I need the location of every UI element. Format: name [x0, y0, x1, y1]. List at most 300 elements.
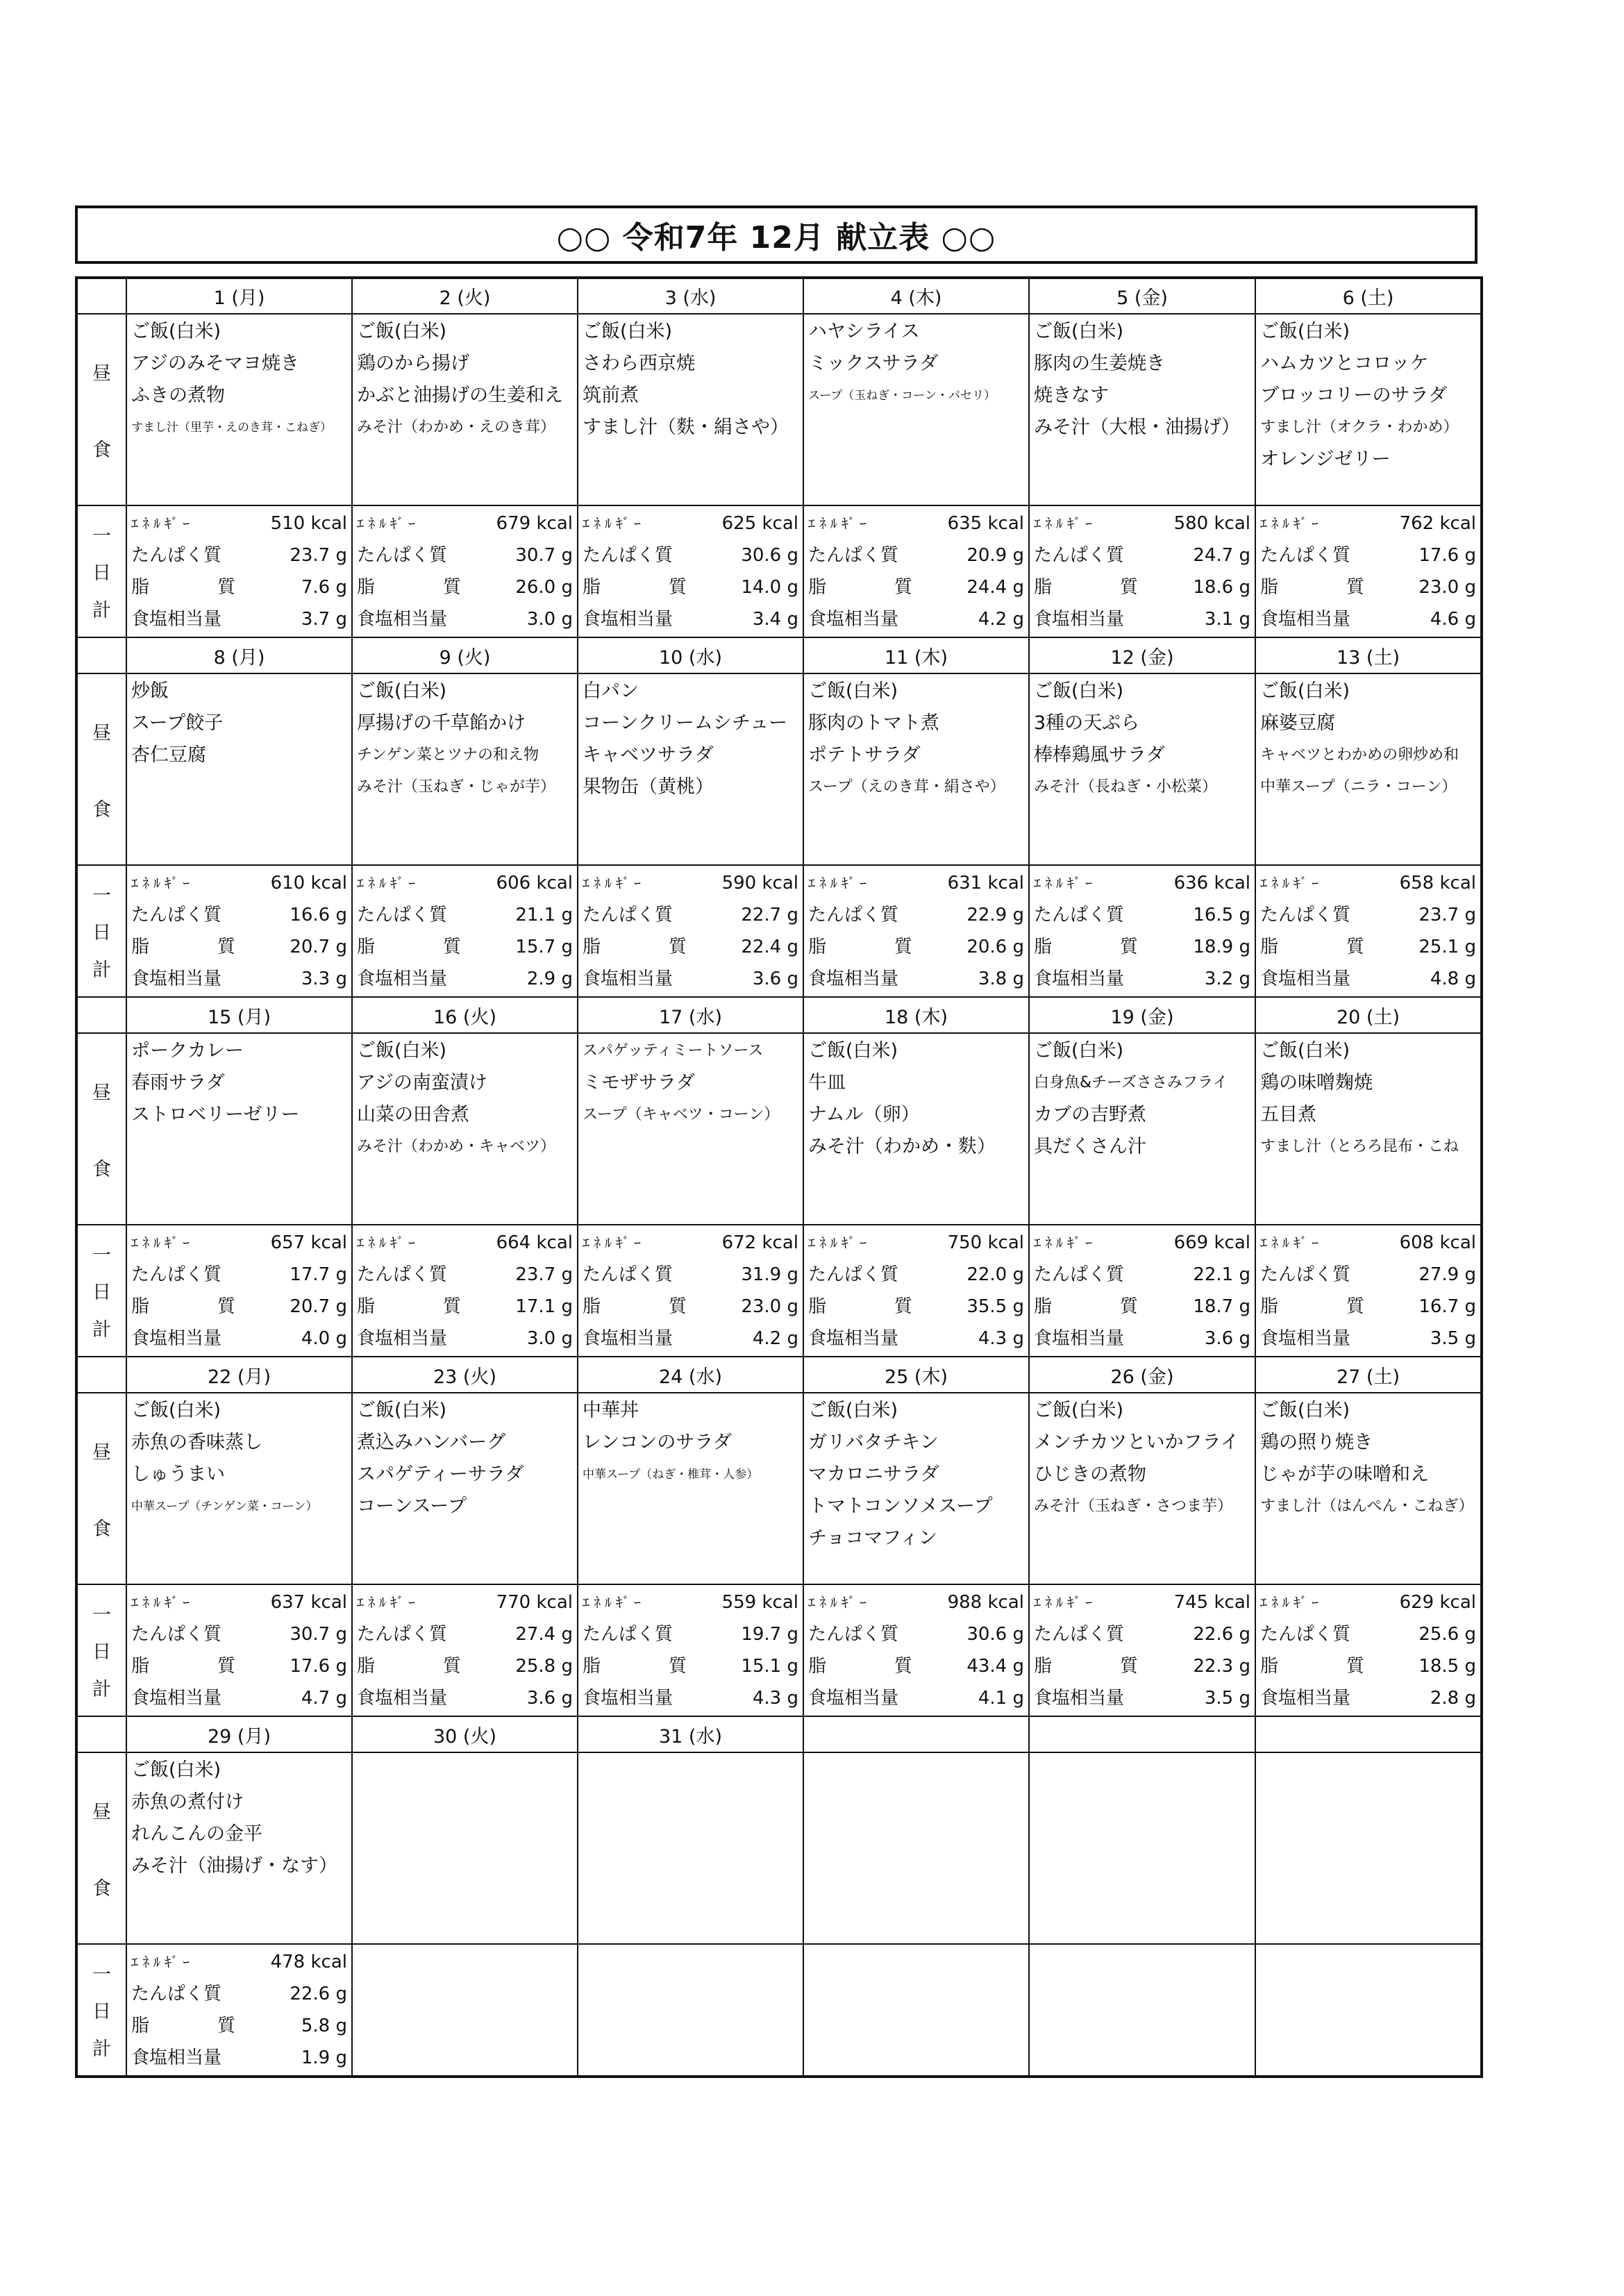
salt-label: 食塩相当量 [357, 969, 448, 989]
fat-value: 43.4 g [966, 1656, 1024, 1677]
energy-row [1260, 1586, 1476, 1618]
energy-value: 672 kcal [721, 1232, 798, 1253]
salt-value: 3.6 g [526, 1688, 573, 1709]
lunch-label-char: 昼 [92, 722, 111, 744]
menu-item: カブの吉野煮 [1034, 1104, 1146, 1125]
energy-row [583, 867, 798, 899]
daily-total-label [76, 505, 126, 637]
menu-item: みそ汁（わかめ・麩） [808, 1136, 996, 1157]
energy-value: 750 kcal [947, 1232, 1024, 1253]
salt-label: 食塩相当量 [1034, 609, 1125, 630]
energy-value: 510 kcal [270, 513, 347, 534]
date-cell: 31 (水) [578, 1716, 803, 1752]
fat-label-char: 質 [1346, 1656, 1364, 1677]
energy-label: ｴﾈﾙｷﾞｰ [1260, 515, 1323, 532]
corner-cell [76, 997, 126, 1033]
nutrition-cell [352, 1944, 578, 2077]
menu-cell [578, 673, 803, 865]
menu-item: メンチカツといかフライ [1034, 1432, 1239, 1453]
energy-row [1034, 508, 1250, 539]
fat-value: 22.3 g [1193, 1656, 1250, 1677]
fat-label [1034, 1291, 1138, 1323]
protein-value: 31.9 g [741, 1264, 798, 1285]
protein-row [583, 539, 798, 571]
menu-item: コーンクリームシチュー [583, 712, 788, 734]
energy-label: ｴﾈﾙｷﾞｰ [1034, 1234, 1096, 1251]
fat-row [357, 1291, 573, 1323]
fat-label-char: 脂 [131, 1296, 150, 1317]
menu-item: ご飯(白米) [1260, 321, 1350, 342]
energy-value: 580 kcal [1173, 513, 1250, 534]
menu-cell [1029, 1393, 1255, 1584]
salt-value: 4.3 g [978, 1328, 1024, 1349]
date-cell [803, 1716, 1029, 1752]
date-cell: 5 (金) [1029, 278, 1255, 314]
fat-label-char: 質 [1346, 577, 1364, 598]
lunch-row [76, 1752, 1482, 1944]
salt-row [583, 1323, 798, 1355]
salt-label: 食塩相当量 [583, 969, 673, 989]
energy-row [131, 1586, 347, 1618]
protein-row [131, 1618, 347, 1650]
menu-cell [1255, 1752, 1482, 1944]
energy-label: ｴﾈﾙｷﾞｰ [357, 1594, 419, 1611]
fat-label [131, 1650, 235, 1682]
fat-value: 7.6 g [301, 577, 347, 598]
protein-row [1034, 899, 1250, 931]
salt-value: 2.9 g [526, 969, 573, 989]
lunch-row [76, 314, 1482, 505]
protein-label: たんぱく質 [357, 545, 448, 566]
nutrition-cell [1255, 1944, 1482, 2077]
fat-label-char: 質 [1119, 937, 1138, 957]
protein-label: たんぱく質 [583, 905, 673, 925]
date-cell: 1 (月) [126, 278, 352, 314]
lunch-label-char: 昼 [92, 362, 111, 385]
nutrition-row [76, 1584, 1482, 1716]
fat-value: 18.6 g [1193, 577, 1250, 598]
protein-row [583, 1618, 798, 1650]
energy-label: ｴﾈﾙｷﾞｰ [583, 515, 645, 532]
fat-row [131, 931, 347, 963]
menu-item: ご飯(白米) [131, 1400, 221, 1421]
fat-label-char: 質 [442, 1656, 461, 1677]
fat-label-char: 脂 [131, 1656, 150, 1677]
menu-item: ひじきの煮物 [1034, 1464, 1146, 1485]
energy-row [1260, 867, 1476, 899]
nutrition-cell [578, 1944, 803, 2077]
menu-cell [126, 673, 352, 865]
protein-value: 17.6 g [1418, 545, 1476, 566]
energy-row [131, 867, 347, 899]
fat-label-char: 質 [1346, 1296, 1364, 1317]
menu-item: 炒飯 [131, 680, 169, 702]
fat-row [808, 571, 1024, 603]
energy-label: ｴﾈﾙｷﾞｰ [808, 875, 871, 891]
fat-row [583, 931, 798, 963]
salt-row [808, 603, 1024, 635]
energy-row [1260, 508, 1476, 539]
menu-item: れんこんの金平 [131, 1823, 262, 1845]
energy-row [1260, 1227, 1476, 1259]
protein-row [1260, 1259, 1476, 1291]
fat-row [808, 1291, 1024, 1323]
fat-label-char: 質 [1119, 1296, 1138, 1317]
energy-row [583, 508, 798, 539]
menu-item: 煮込みハンバーグ [357, 1432, 506, 1453]
menu-item: 杏仁豆腐 [131, 744, 206, 766]
date-row [76, 637, 1482, 673]
menu-item: 鶏の味噌麹焼 [1260, 1072, 1373, 1093]
salt-label: 食塩相当量 [1260, 1688, 1351, 1709]
salt-label: 食塩相当量 [1034, 969, 1125, 989]
daily-label-char: 一 [92, 1604, 111, 1627]
nutrition-cell [803, 1944, 1029, 2077]
salt-value: 2.8 g [1430, 1688, 1476, 1709]
fat-label-char: 脂 [808, 577, 827, 598]
energy-row [131, 508, 347, 539]
date-cell: 6 (土) [1255, 278, 1482, 314]
lunch-label [76, 1033, 126, 1225]
daily-label-char: 計 [92, 599, 111, 621]
protein-label: たんぱく質 [131, 1264, 222, 1285]
energy-value: 606 kcal [496, 873, 573, 894]
nutrition-cell [1255, 865, 1482, 997]
menu-item: 春雨サラダ [131, 1072, 225, 1093]
fat-row [1260, 571, 1476, 603]
fat-label [1034, 931, 1138, 963]
fat-label-char: 質 [217, 577, 235, 598]
menu-item: しゅうまい [131, 1464, 225, 1485]
salt-row [131, 963, 347, 995]
fat-label [808, 1650, 912, 1682]
energy-row [583, 1227, 798, 1259]
energy-row [1034, 1227, 1250, 1259]
fat-row [1260, 1650, 1476, 1682]
energy-value: 988 kcal [947, 1592, 1024, 1613]
menu-item: みそ汁（玉ねぎ・さつま芋） [1034, 1498, 1233, 1515]
menu-item: ご飯(白米) [1260, 680, 1350, 702]
protein-value: 27.4 g [515, 1624, 573, 1645]
daily-label-char: 計 [92, 2038, 111, 2060]
energy-label: ｴﾈﾙｷﾞｰ [808, 1234, 871, 1251]
salt-value: 4.6 g [1430, 609, 1476, 630]
menu-item: ガリバタチキン [808, 1432, 939, 1453]
menu-item: ご飯(白米) [1260, 1400, 1350, 1421]
energy-row [131, 1227, 347, 1259]
fat-label-char: 脂 [1260, 577, 1279, 598]
energy-label: ｴﾈﾙｷﾞｰ [357, 515, 419, 532]
salt-row [583, 603, 798, 635]
menu-item: 赤魚の煮付け [131, 1791, 244, 1813]
daily-total-label [76, 865, 126, 997]
fat-row [131, 571, 347, 603]
salt-row [1260, 1682, 1476, 1714]
menu-cell [1029, 673, 1255, 865]
protein-row [808, 539, 1024, 571]
fat-label-char: 脂 [1260, 937, 1279, 957]
menu-item: ミモザサラダ [583, 1072, 695, 1093]
protein-value: 22.7 g [741, 905, 798, 925]
salt-label: 食塩相当量 [131, 1688, 222, 1709]
fat-value: 20.7 g [290, 1296, 347, 1317]
fat-label-char: 質 [894, 937, 912, 957]
menu-item: 豚肉のトマト煮 [808, 712, 939, 734]
menu-table [75, 276, 1483, 2078]
fat-label [1034, 571, 1138, 603]
fat-label [583, 571, 687, 603]
fat-row [357, 571, 573, 603]
lunch-label-char: 食 [92, 798, 111, 821]
lunch-label [76, 1393, 126, 1584]
menu-item: 鶏のから揚げ [357, 353, 469, 374]
energy-label: ｴﾈﾙｷﾞｰ [583, 875, 645, 891]
protein-value: 22.0 g [966, 1264, 1024, 1285]
energy-label: ｴﾈﾙｷﾞｰ [1034, 515, 1096, 532]
fat-value: 15.1 g [741, 1656, 798, 1677]
salt-row [808, 1682, 1024, 1714]
protein-row [1260, 539, 1476, 571]
energy-value: 669 kcal [1173, 1232, 1250, 1253]
energy-value: 635 kcal [947, 513, 1024, 534]
fat-value: 15.7 g [515, 937, 573, 957]
fat-label [1260, 1650, 1364, 1682]
menu-cell [578, 314, 803, 505]
salt-value: 3.2 g [1204, 969, 1250, 989]
salt-row [131, 1682, 347, 1714]
fat-value: 18.5 g [1418, 1656, 1476, 1677]
salt-label: 食塩相当量 [583, 1688, 673, 1709]
protein-value: 22.9 g [966, 905, 1024, 925]
salt-label: 食塩相当量 [357, 609, 448, 630]
nutrition-cell [352, 1584, 578, 1716]
date-cell: 15 (月) [126, 997, 352, 1033]
lunch-row [76, 1393, 1482, 1584]
protein-value: 30.6 g [741, 545, 798, 566]
daily-label-char: 日 [92, 2001, 111, 2023]
menu-item: アジの南蛮漬け [357, 1072, 487, 1093]
daily-label-char: 計 [92, 1318, 111, 1341]
fat-value: 20.6 g [966, 937, 1024, 957]
salt-row [1034, 603, 1250, 635]
menu-item: オレンジゼリー [1260, 449, 1391, 470]
energy-row [131, 1946, 347, 1978]
date-cell: 12 (金) [1029, 637, 1255, 673]
fat-label-char: 質 [217, 1296, 235, 1317]
nutrition-cell [578, 1584, 803, 1716]
salt-label: 食塩相当量 [808, 1328, 899, 1349]
fat-label [808, 931, 912, 963]
protein-value: 30.7 g [515, 545, 573, 566]
menu-item: ポテトサラダ [808, 744, 921, 766]
protein-label: たんぱく質 [808, 1264, 899, 1285]
salt-label: 食塩相当量 [357, 1328, 448, 1349]
fat-value: 20.7 g [290, 937, 347, 957]
nutrition-cell [126, 505, 352, 637]
menu-item: チンゲン菜とツナの和え物 [357, 746, 539, 764]
protein-label: たんぱく質 [131, 1984, 222, 2004]
menu-item: すまし汁（はんぺん・こねぎ） [1260, 1498, 1474, 1515]
salt-row [357, 1682, 573, 1714]
protein-label: たんぱく質 [357, 905, 448, 925]
fat-value: 17.1 g [515, 1296, 573, 1317]
menu-item: ふきの煮物 [131, 385, 225, 406]
menu-cell [1255, 1393, 1482, 1584]
menu-item: ご飯(白米) [357, 680, 447, 702]
protein-row [808, 1618, 1024, 1650]
fat-label [583, 1650, 687, 1682]
protein-label: たんぱく質 [808, 1624, 899, 1645]
nutrition-cell [126, 865, 352, 997]
menu-item: ミックスサラダ [808, 353, 939, 374]
corner-cell [76, 637, 126, 673]
protein-label: たんぱく質 [1034, 1624, 1125, 1645]
lunch-label-char: 食 [92, 439, 111, 461]
protein-value: 30.7 g [290, 1624, 347, 1645]
nutrition-cell [1029, 1944, 1255, 2077]
fat-row [1260, 931, 1476, 963]
menu-item: 麻婆豆腐 [1260, 712, 1335, 734]
energy-value: 478 kcal [270, 1952, 347, 1972]
protein-label: たんぱく質 [1260, 545, 1351, 566]
date-cell: 20 (土) [1255, 997, 1482, 1033]
fat-row [131, 1650, 347, 1682]
menu-item: 白身魚&チーズささみフライ [1034, 1074, 1228, 1091]
salt-row [1034, 1682, 1250, 1714]
fat-row [583, 1291, 798, 1323]
nutrition-cell [126, 1584, 352, 1716]
menu-item: みそ汁（玉ねぎ・じゃが芋） [357, 778, 556, 796]
nutrition-cell [352, 505, 578, 637]
energy-row [583, 1586, 798, 1618]
protein-row [357, 1259, 573, 1291]
menu-cell [126, 1752, 352, 1944]
menu-item: すまし汁（里芋・えのき茸・こねぎ） [131, 421, 332, 435]
energy-row [808, 867, 1024, 899]
energy-value: 636 kcal [1173, 873, 1250, 894]
protein-label: たんぱく質 [1260, 1264, 1351, 1285]
protein-label: たんぱく質 [357, 1264, 448, 1285]
menu-item: 筑前煮 [583, 385, 639, 406]
salt-row [357, 603, 573, 635]
energy-value: 631 kcal [947, 873, 1024, 894]
fat-row [1034, 571, 1250, 603]
fat-label-char: 質 [1119, 1656, 1138, 1677]
salt-row [357, 963, 573, 995]
energy-label: ｴﾈﾙｷﾞｰ [131, 1594, 194, 1611]
fat-label [583, 1291, 687, 1323]
date-cell: 9 (火) [352, 637, 578, 673]
menu-item: 中華スープ（ニラ・コーン） [1260, 778, 1457, 796]
daily-label-char: 日 [92, 1282, 111, 1304]
fat-label [808, 1291, 912, 1323]
nutrition-cell [126, 1944, 352, 2077]
energy-value: 679 kcal [496, 513, 573, 534]
date-cell: 11 (木) [803, 637, 1029, 673]
fat-value: 23.0 g [1418, 577, 1476, 598]
lunch-row [76, 673, 1482, 865]
date-cell [1029, 1716, 1255, 1752]
menu-item: 果物缶（黄桃） [583, 776, 714, 798]
protein-value: 22.1 g [1193, 1264, 1250, 1285]
nutrition-cell [803, 1584, 1029, 1716]
fat-label-char: 質 [668, 1656, 687, 1677]
fat-value: 18.9 g [1193, 937, 1250, 957]
energy-label: ｴﾈﾙｷﾞｰ [1260, 1594, 1323, 1611]
fat-label-char: 質 [894, 1656, 912, 1677]
nutrition-cell [578, 505, 803, 637]
menu-item: ブロッコリーのサラダ [1260, 385, 1448, 406]
fat-label-char: 質 [1119, 577, 1138, 598]
protein-row [131, 1978, 347, 2010]
protein-row [131, 1259, 347, 1291]
fat-label [1260, 1291, 1364, 1323]
menu-cell [352, 1752, 578, 1944]
fat-value: 18.7 g [1193, 1296, 1250, 1317]
energy-row [1034, 867, 1250, 899]
menu-cell [352, 314, 578, 505]
date-cell: 19 (金) [1029, 997, 1255, 1033]
salt-value: 4.3 g [752, 1688, 798, 1709]
salt-label: 食塩相当量 [1034, 1688, 1125, 1709]
fat-label [357, 1291, 461, 1323]
protein-label: たんぱく質 [808, 545, 899, 566]
protein-value: 16.6 g [290, 905, 347, 925]
energy-label: ｴﾈﾙｷﾞｰ [131, 1954, 194, 1970]
menu-item: ご飯(白米) [808, 1400, 898, 1421]
fat-value: 22.4 g [741, 937, 798, 957]
fat-label-char: 質 [894, 577, 912, 598]
salt-value: 4.7 g [301, 1688, 347, 1709]
protein-value: 21.1 g [515, 905, 573, 925]
fat-label [808, 571, 912, 603]
protein-label: たんぱく質 [357, 1624, 448, 1645]
menu-item: さわら西京焼 [583, 353, 695, 374]
protein-label: たんぱく質 [131, 905, 222, 925]
salt-row [357, 1323, 573, 1355]
fat-label-char: 脂 [583, 937, 601, 957]
date-cell: 17 (水) [578, 997, 803, 1033]
date-cell: 10 (水) [578, 637, 803, 673]
menu-item: 厚揚げの千草餡かけ [357, 712, 526, 734]
protein-value: 25.6 g [1418, 1624, 1476, 1645]
salt-value: 3.4 g [752, 609, 798, 630]
salt-value: 3.8 g [978, 969, 1024, 989]
fat-value: 24.4 g [966, 577, 1024, 598]
menu-cell [578, 1393, 803, 1584]
salt-value: 3.0 g [526, 1328, 573, 1349]
menu-item: スパゲッティミートソース [583, 1042, 764, 1059]
lunch-label [76, 1752, 126, 1944]
date-cell: 23 (火) [352, 1357, 578, 1393]
menu-cell [578, 1033, 803, 1225]
nutrition-cell [1255, 1225, 1482, 1357]
lunch-row [76, 1033, 1482, 1225]
nutrition-cell [126, 1225, 352, 1357]
menu-item: みそ汁（長ねぎ・小松菜） [1034, 778, 1218, 796]
menu-item: 棒棒鶏風サラダ [1034, 744, 1165, 766]
nutrition-row [76, 1944, 1482, 2077]
corner-cell [76, 278, 126, 314]
menu-item: 山菜の田舎煮 [357, 1104, 469, 1125]
nutrition-cell [578, 865, 803, 997]
protein-value: 22.6 g [290, 1984, 347, 2004]
daily-label-char: 日 [92, 922, 111, 944]
daily-label-char: 一 [92, 885, 111, 907]
fat-value: 5.8 g [301, 2016, 347, 2036]
salt-label: 食塩相当量 [1260, 969, 1351, 989]
menu-item: 中華スープ（チンゲン菜・コーン） [131, 1500, 318, 1514]
